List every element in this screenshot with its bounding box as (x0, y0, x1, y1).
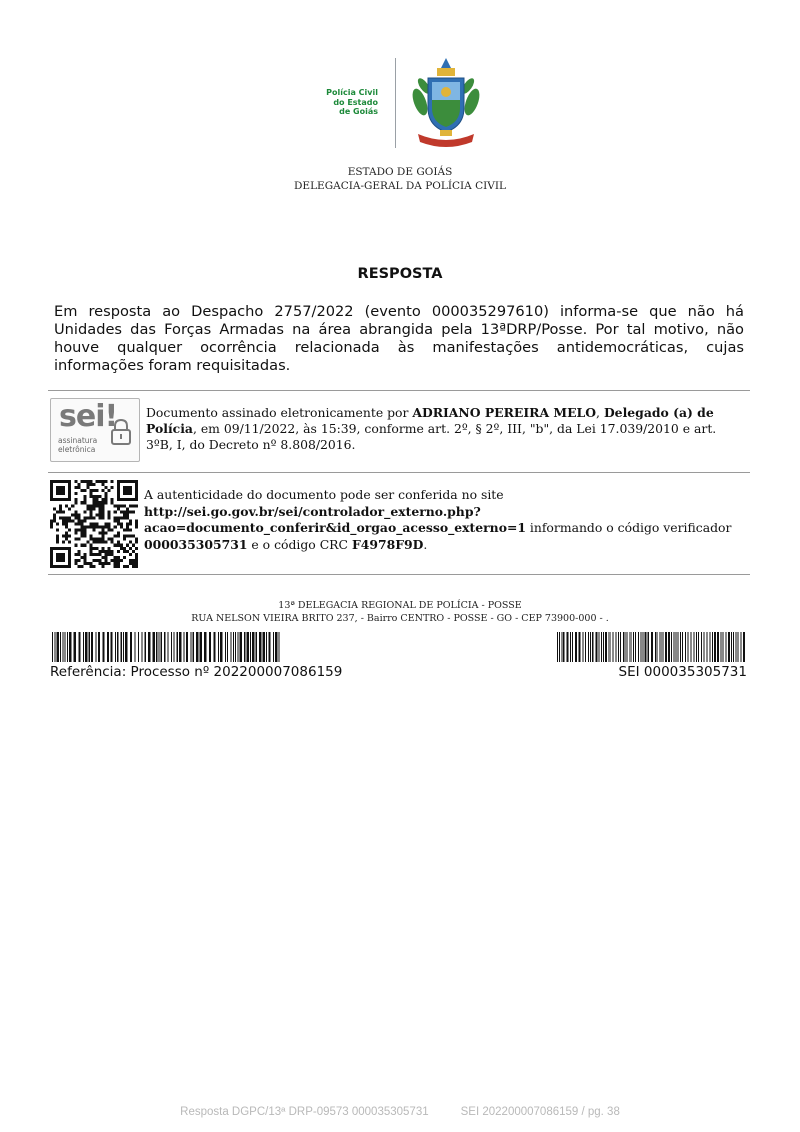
coat-of-arms-icon (410, 56, 482, 150)
signature-suffix: , em 09/11/2022, às 15:39, conforme art. 2º, § 2º, III, "b", da Lei 17.039/2010 e art. 3ºB, I, do Decreto nº 8.808/2016. (146, 421, 717, 453)
state-name: ESTADO DE GOIÁS (347, 166, 453, 178)
verification-url-2[interactable]: acao=documento_conferir&id_orgao_acesso_externo=1 (144, 520, 526, 535)
sei-logo-word: sei! (59, 399, 118, 434)
signer-role: Delegado (a) de Polícia (146, 405, 714, 437)
signature-comma: , (596, 405, 604, 420)
document-title: RESPOSTA (357, 266, 443, 282)
verification-url-1[interactable]: http://sei.go.gov.br/sei/controlador_externo.php? (144, 503, 481, 519)
page-footer (0, 1106, 800, 1118)
footer-address-line: RUA NELSON VIEIRA BRITO 237, - Bairro CENTRO - POSSE - GO - CEP 73900-000 - . (191, 612, 609, 624)
footer-unit: 13ª DELEGACIA REGIONAL DE POLÍCIA - POSSE (278, 600, 522, 611)
qr-code-icon (50, 480, 138, 568)
crc-code: F4978F9D (351, 536, 424, 552)
page-footer-left: Resposta DGPC/13ª DRP-09573 000035305731 (180, 1106, 429, 1118)
sei-badge-sub-2: eletrônica (58, 444, 96, 454)
logo-line-1: Polícia Civil (326, 88, 378, 97)
police-logo-text (300, 88, 378, 117)
sei-signature-badge (50, 398, 140, 462)
logo-divider (395, 58, 396, 148)
logo-line-3: de Goiás (339, 107, 378, 116)
authenticity-crc-label: e o código CRC (247, 536, 352, 552)
divider-top (48, 390, 750, 391)
barcode-left-icon (52, 632, 282, 662)
page-footer-right: SEI 202200007086159 / pg. 38 (460, 1106, 620, 1118)
verifier-code: 000035305731 (144, 536, 248, 552)
header-agency (0, 165, 800, 193)
authenticity-mid: informando o código verificador (525, 520, 732, 535)
lock-icon (109, 417, 133, 447)
document-body: Em resposta ao Despacho 2757/2022 (evento 000035297610) informa-se que não há Unidades das Forças Armadas na área abrangida pela 13ªDRP/Posse. Por tal motivo, não houve qualquer ocorrência relacionada às manifestações antidemocráticas, cujas informações foram requisitadas. (54, 303, 744, 374)
authenticity-text (144, 487, 748, 553)
divider-middle (48, 472, 750, 473)
sei-badge-subtitle (58, 437, 97, 454)
agency-name: DELEGACIA-GERAL DA POLÍCIA CIVIL (294, 180, 506, 192)
divider-bottom (48, 574, 750, 575)
signature-prefix: Documento assinado eletronicamente por (146, 405, 413, 420)
process-reference: Referência: Processo nº 202200007086159 (50, 664, 343, 680)
authenticity-intro: A autenticidade do documento pode ser conferida no site (144, 487, 504, 502)
sei-badge-sub-1: assinatura (58, 436, 98, 445)
signer-name: ADRIANO PEREIRA MELO (412, 405, 597, 420)
logo-line-2: do Estado (333, 97, 378, 107)
barcode-right-icon (557, 632, 747, 662)
signature-text (146, 405, 746, 454)
authenticity-end: . (423, 536, 428, 552)
sei-number: SEI 000035305731 (618, 664, 747, 680)
footer-address (0, 600, 800, 625)
